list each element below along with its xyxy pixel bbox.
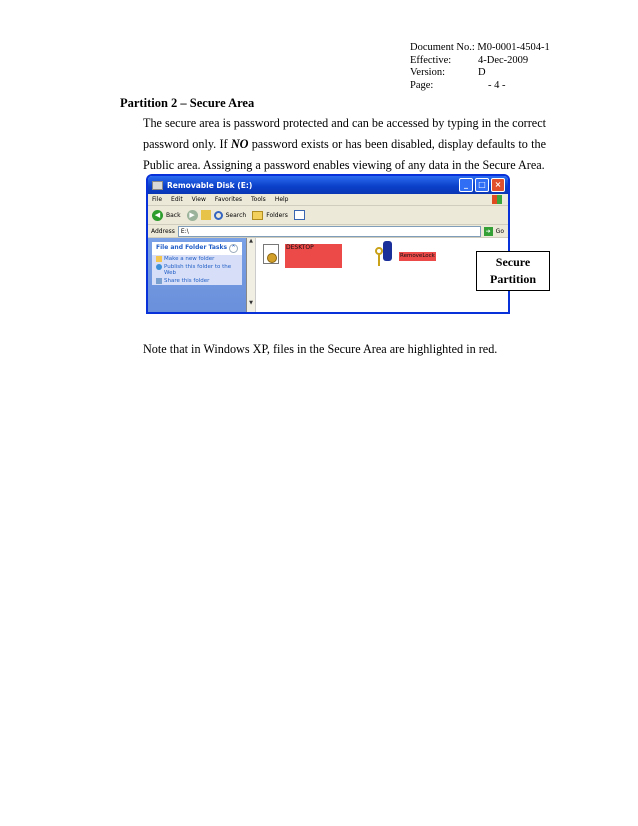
up-folder-icon[interactable] — [201, 210, 211, 220]
paragraph-emphasis: NO — [230, 137, 249, 151]
menu-file[interactable]: File — [152, 196, 163, 203]
section-title: Partition 2 – Secure Area — [120, 96, 255, 110]
explorer-window — [146, 174, 510, 314]
document-header — [410, 42, 550, 92]
file-name-desktop[interactable]: DESKTOP — [285, 244, 342, 268]
windows-logo-icon — [492, 195, 502, 204]
page-label: Page: — [410, 79, 434, 91]
drive-icon — [152, 181, 163, 190]
task-label: Share this folder — [164, 278, 210, 284]
effective-label: Effective: — [410, 54, 452, 66]
toolbar — [148, 206, 508, 225]
desktop-file-icon[interactable] — [261, 244, 283, 268]
window-titlebar[interactable] — [148, 176, 508, 194]
task-publish-web[interactable] — [152, 263, 242, 277]
file-folder-tasks — [152, 242, 242, 285]
back-arrow-icon[interactable]: ◀ — [152, 210, 163, 221]
new-folder-icon — [156, 256, 162, 262]
key-lock-icon[interactable] — [375, 241, 395, 267]
file-name-removelock[interactable]: RemoveLock — [400, 253, 435, 259]
secure-partition-callout — [476, 251, 550, 291]
window-content — [148, 238, 508, 313]
menu-help[interactable]: Help — [274, 196, 289, 203]
folders-icon[interactable] — [252, 211, 263, 220]
version-label: Version: — [410, 67, 445, 78]
back-button[interactable]: Back — [166, 211, 181, 219]
menu-tools[interactable]: Tools — [251, 196, 266, 203]
maximize-button[interactable]: □ — [475, 178, 489, 192]
folders-button[interactable]: Folders — [266, 211, 288, 219]
page-value: - 4 - — [488, 79, 506, 91]
task-pane — [148, 238, 246, 313]
effective-value: 4-Dec-2009 — [478, 54, 529, 66]
views-icon[interactable] — [294, 210, 305, 220]
menu-edit[interactable]: Edit — [171, 196, 183, 203]
section-paragraph — [143, 113, 546, 176]
address-label: Address — [151, 227, 175, 235]
task-label: Make a new folder — [164, 256, 215, 262]
task-pane-header[interactable] — [152, 242, 242, 255]
note-text: Note that in Windows XP, files in the Secure Area are highlighted in red. — [143, 342, 498, 356]
globe-icon — [156, 264, 162, 270]
task-share-folder[interactable] — [152, 277, 242, 285]
window-title: Removable Disk (E:) — [167, 180, 253, 190]
paragraph-text-2: password exists or has been disabled, display defaults to the Public area. Assigning a password enables viewing of any data in the Secure Area. — [143, 137, 546, 172]
search-icon[interactable] — [214, 211, 223, 220]
vertical-scrollbar[interactable]: ▲ ▼ — [247, 238, 256, 313]
menu-bar — [148, 194, 508, 206]
forward-arrow-icon[interactable]: ▶ — [187, 210, 198, 221]
close-button[interactable]: × — [491, 178, 505, 192]
paragraph-text-1: The secure area is password protected and can be accessed by typing in the correct password only. If — [143, 116, 546, 151]
file-list — [246, 238, 508, 313]
callout-line-2: Partition — [490, 272, 536, 286]
task-pane-title: File and Folder Tasks — [156, 244, 228, 251]
menu-favorites[interactable]: Favorites — [214, 196, 243, 203]
minimize-button[interactable]: _ — [459, 178, 473, 192]
address-bar — [148, 225, 508, 238]
task-label: Publish this folder to the Web — [164, 264, 232, 276]
version-value: D — [478, 67, 486, 78]
task-new-folder[interactable] — [152, 255, 242, 263]
doc-number: Document No.: M0-0001-4504-1 — [410, 42, 550, 53]
share-icon — [156, 278, 162, 284]
collapse-chevron-icon[interactable]: ^ — [229, 244, 238, 253]
callout-line-1: Secure — [495, 255, 531, 269]
go-button[interactable]: Go — [495, 227, 504, 235]
address-input[interactable]: E:\ — [178, 226, 481, 237]
search-button[interactable]: Search — [225, 211, 247, 219]
go-arrow-icon[interactable]: ➜ — [485, 227, 491, 235]
menu-view[interactable]: View — [191, 196, 206, 203]
